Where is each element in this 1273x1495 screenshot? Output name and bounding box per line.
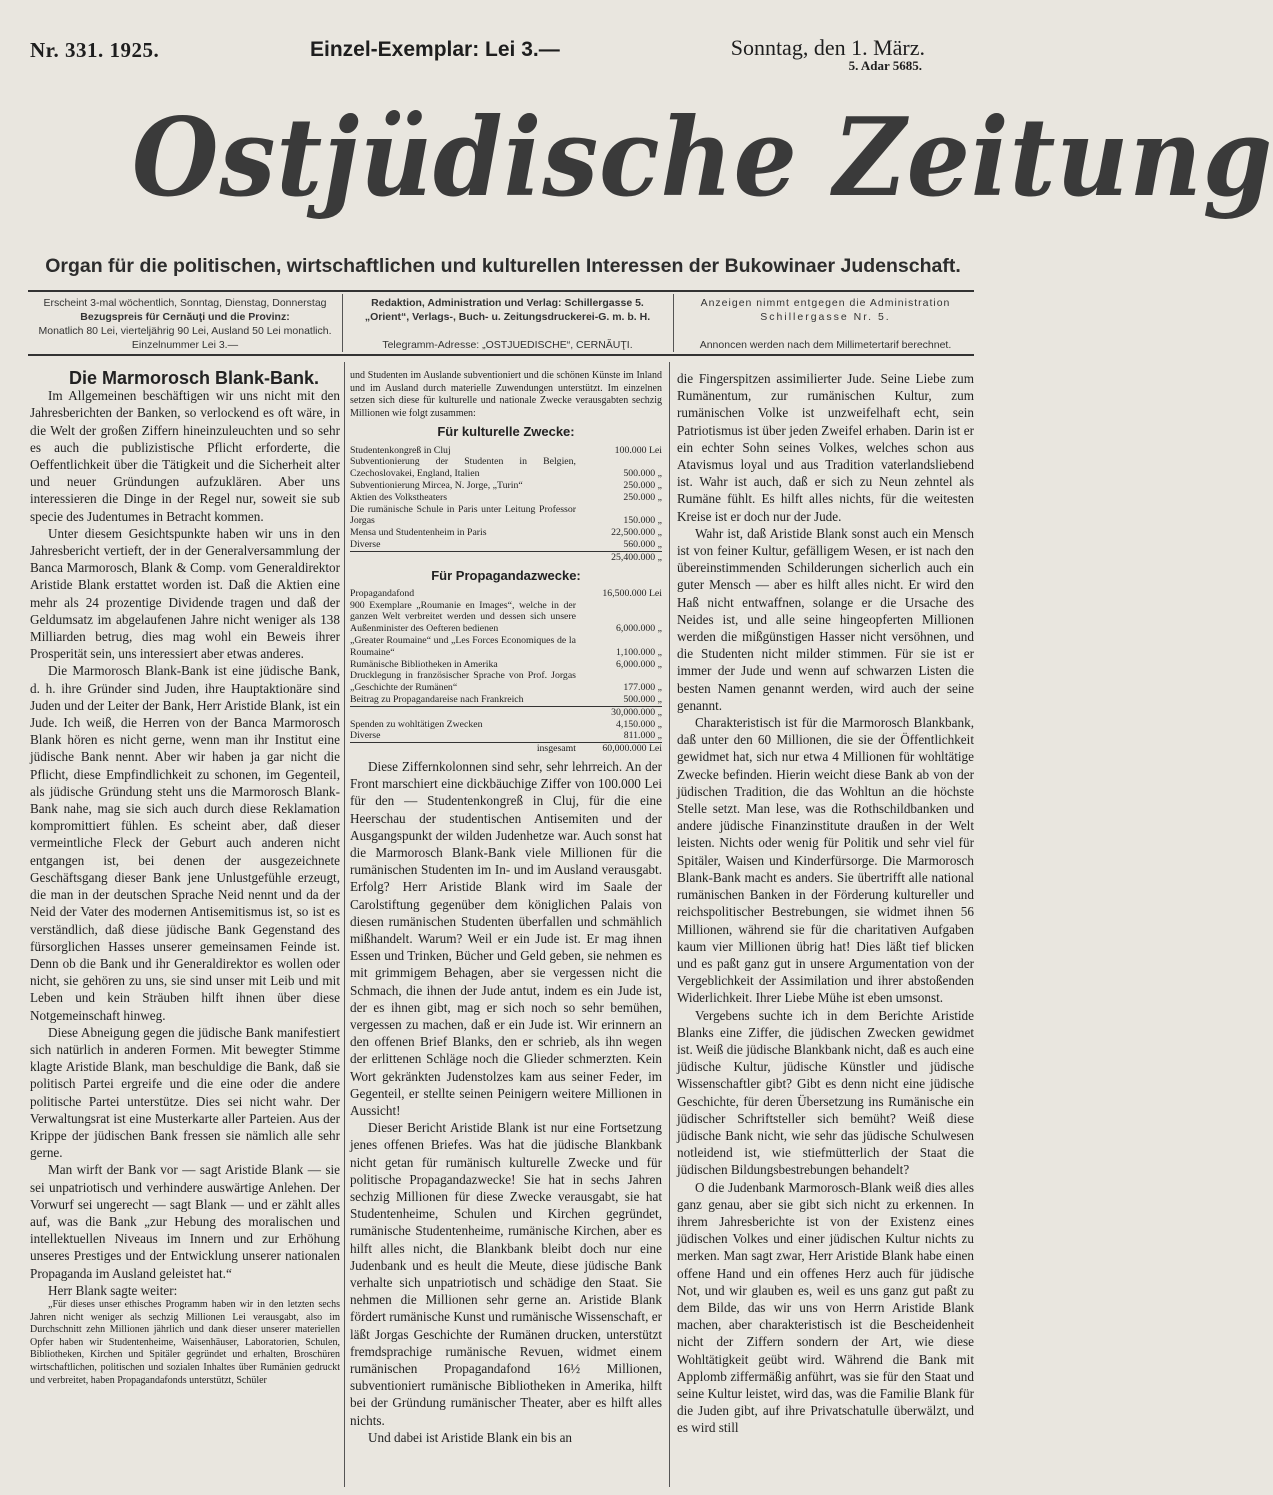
- info-line: Schillergasse Nr. 5.: [760, 311, 891, 323]
- table-item: Subventionierung der Studenten in Belgien, Czechoslovakei, England, Italien: [350, 456, 576, 480]
- table-row: [350, 743, 662, 755]
- table-row: [350, 492, 662, 504]
- table-amount: 560.000 „: [623, 538, 662, 550]
- info-line: Anzeigen nimmt entgegen die Administration: [700, 297, 951, 309]
- paragraph: O die Judenbank Marmorosch-Blank weiß dies alles ganz genau, aber sie gibt sich nicht zu erkennen. In ihrem Jahresberichte ist von der Existenz eines jüdischen Volkes und einer jüdischen Kultur nichts zu merken. Man sagt zwar, Herr Aristide Blank habe einen offene Hand und ein offenes Herz auch für jüdische Not, und wir glauben es, weil es uns ganz gut paßt zu dem Bilde, das wir uns von Herrn Aristide Blank machen, aber charakteristisch ist die Bescheidenheit nicht der Ziffern sondern der Art, wie diese Wohltätigkeit geübt wird. Während die Bank mit Applomb ziffermäßig anführt, was sie für den Staat und seine Kultur leistet, wird das, was die Familie Blank für die Juden gibt, auf ihre Privatschatulle überwälzt, und es wird still: [677, 1179, 974, 1436]
- table-item: Beitrag zu Propagandareise nach Frankreich: [350, 693, 524, 705]
- column-divider-1: [344, 362, 345, 1487]
- table-row: [350, 551, 662, 563]
- table-row: [350, 527, 662, 539]
- table-amount: 500.000 „: [623, 693, 662, 705]
- table-amount: 60,000.000 Lei: [576, 743, 662, 755]
- table-title-propaganda: Für Propagandazwecke:: [431, 567, 581, 583]
- info-line: „Orient“, Verlags-, Buch- u. Zeitungsdruckerei-G. m. b. H.: [364, 311, 651, 323]
- table-amount: 30,000.000 „: [576, 706, 662, 718]
- info-line: Erscheint 3-mal wöchentlich, Sonntag, Dienstag, Donnerstag: [43, 297, 327, 309]
- issue-number: Nr. 331. 1925.: [30, 38, 160, 62]
- paragraph: Charakteristisch ist für die Marmorosch Blankbank, daß unter den 60 Millionen, die sie der Öffentlichkeit gewidmet hat, sich nur etwa 4 Millionen für wohltätige Zwecke befinden. Hierin weicht diese Bank ab von der jüdischen Tradition, die das Wohltun an die höchste Stelle setzt. Man lese, was die Rothschildbanken und andere jüdische Finanzinstitute draußen in der Welt leisten. Nichts oder wenig für Politik und sehr viel für Spitäler, Waisen und Kinderfürsorge. Die Marmorosch Blank-Bank macht es anders. Sie übertrifft alle national rumänischen Banken in der Förderung kultureller und reichspolitischer Bestrebungen, sie widmet ihnen 56 Millionen, während sie für die charitativen Aufgaben kaum vier Millionen übrig hat! Dies läßt tief blicken und es paßt ganz gut in unsere Argumentation von der Vergeblichkeit der Assimilation und ihrer abstoßenden Widerlichkeit. Ihrer Liebe Mühe ist eben umsonst.: [677, 715, 974, 1006]
- table-amount: 22,500.000 „: [611, 527, 662, 539]
- header-rule-bottom: [28, 354, 974, 356]
- paragraph: Herr Blank sagte weiter:: [48, 1282, 178, 1298]
- advert-info: [678, 296, 973, 352]
- table-row: [350, 719, 662, 731]
- paragraph: Unter diesem Gesichtspunkte haben wir uns in den Jahresbericht vertieft, der in der Generalversammlung der Banca Marmorosch, Blank & Comp. vom Generaldirektor Aristide Blank erstattet worden ist. Daß die Aktien eine mehr als 24 prozentige Dividende tragen und daß der Geldumsatz im abgelaufenen Jahre nicht weniger als 138 Milliarden betrug, dies mag wohl ein Beweis ihrer Prosperität sein, uns interessiert aber etwas anderes.: [30, 525, 340, 662]
- table-item: Diverse: [350, 538, 381, 550]
- table-row: [350, 659, 662, 671]
- price-label: Einzel-Exemplar: Lei 3.—: [310, 38, 560, 61]
- info-divider-1: [342, 294, 343, 352]
- table-item: 900 Exemplare „Roumanie en Images“, welche in der ganzen Welt verbreitet werden und dessen sich unsere Außenminister des Oefteren bedienen: [350, 599, 576, 635]
- paragraph: Und dabei ist Aristide Blank ein bis an: [368, 1429, 573, 1445]
- table-row: [350, 730, 662, 742]
- table-row: [350, 539, 662, 551]
- info-line: Monatlich 80 Lei, vierteljährig 90 Lei, Ausland 50 Lei monatlich.: [38, 325, 332, 337]
- quote-continuation: und Studenten im Auslande subventioniert und die schönen Künste im Inland und im Ausland durch materielle Zuwendungen unterstützt. Im einzelnen setzen sich diese für kulturelle und nationale Zwecke verausgabten sechzig Millionen wie folgt zusammen:: [350, 370, 662, 419]
- table-amount: 16,500.000 Lei: [602, 587, 662, 599]
- table-item: „Greater Roumaine“ und „Les Forces Economiques de la Roumaine“: [350, 634, 576, 658]
- table-item: Die rumänische Schule in Paris unter Leitung Professor Jorgas: [350, 503, 576, 527]
- table-row: [350, 670, 662, 694]
- table-amount: 1,100.000 „: [616, 646, 662, 658]
- table-row: [350, 706, 662, 718]
- info-line: Telegramm-Adresse: „OSTJUEDISCHE“, CERNĂUŢI.: [382, 339, 633, 351]
- table-amount: 150.000 „: [623, 515, 662, 527]
- table-row: [350, 480, 662, 492]
- table-item: Mensa und Studentenheim in Paris: [350, 527, 487, 539]
- quote-paragraph: „Für dieses unser ethisches Programm haben wir in den letzten sechs Jahren nicht weniger als sechzig Millionen Lei verausgabt, also im Durchschnitt zehn Millionen jährlich und dank dieser unserer materiellen Opfer haben wir Studentenheime, Waisenhäuser, Laboratorien, Schulen, Bibliotheken, Kirchen und Spitäler gegründet und erhalten, Broschüren wirtschaftlichen, politischen und sozialen Inhaltes über Rumänien gedruckt und verbreitet, haben Propagandafonds unterstützt, Schüler: [30, 1298, 340, 1386]
- table-row: [350, 635, 662, 659]
- table-amount: 25,400.000 „: [576, 551, 662, 563]
- info-line: Annoncen werden nach dem Millimetertarif berechnet.: [699, 339, 952, 351]
- expense-table-other: [350, 719, 662, 755]
- expense-table-propaganda: [350, 588, 662, 719]
- table-row: [350, 694, 662, 706]
- table-item: Studentenkongreß in Cluj: [350, 444, 451, 456]
- table-row: [350, 588, 662, 600]
- masthead-subtitle: Organ für die politischen, wirtschaftlichen und kulturellen Interessen der Bukowinaer Judenschaft.: [45, 255, 961, 277]
- hebrew-date: 5. Adar 5685.: [848, 58, 922, 73]
- table-title-culture: Für kulturelle Zwecke:: [437, 424, 575, 440]
- table-item: Rumänische Bibliotheken in Amerika: [350, 658, 498, 670]
- table-item: Diverse: [350, 730, 381, 742]
- paragraph: Vergebens suchte ich in dem Berichte Aristide Blanks eine Ziffer, die jüdischen Zwecken gewidmet ist. Weiß die jüdische Blankbank nicht, daß es auch eine jüdische Kultur, jüdische Künstler und jüdische Wissenschaftler gibt? Gibt es denn nicht eine jüdische Geschichte, für deren Übersetzung ins Rumänische ein jüdischer Schriftsteller sich bemüht? Weiß diese jüdische Bank nicht, wie sehr das jüdische Schulwesen notleidend ist, wie stiefmütterlich der Staat die jüdischen Bildungsbestrebungen behandelt?: [677, 1007, 974, 1178]
- table-item: Spenden zu wohltätigen Zwecken: [350, 718, 483, 730]
- article-column-1: [30, 370, 340, 1485]
- table-row: [350, 600, 662, 635]
- info-line: Einzelnummer Lei 3.—: [131, 339, 239, 351]
- info-line: Bezugspreis für Cernăuţi und die Provinz:: [80, 311, 290, 323]
- editorial-info: [345, 296, 670, 352]
- table-amount: 500.000 „: [623, 468, 662, 480]
- table-item: [350, 551, 576, 563]
- table-item: [350, 706, 576, 718]
- paragraph: die Fingerspitzen assimilierter Jude. Seine Liebe zum Rumänentum, zur rumänischen Kultur, zum rumänischen Volke ist unzweifelhaft echt, sein Patriotismus ist über jeden Zweifel erhaben. Darin ist er ein echter Sohn seines Volkes, welches schon aus Atavismus loyal und aus Tradition vaterlandsliebend ist. Wahr ist auch, daß er sich zu Neun zehntel als Rumäne fühlt. Es hilft alles nichts, für die weitesten Kreise ist er doch nur der Jude.: [677, 371, 974, 524]
- column-divider-2: [669, 362, 670, 1487]
- table-item: insgesamt: [350, 743, 576, 755]
- table-amount: 100.000 Lei: [614, 444, 662, 456]
- table-row: [350, 456, 662, 480]
- table-amount: 6,000.000 „: [616, 623, 662, 635]
- article-column-3: [677, 370, 974, 1485]
- table-amount: 811.000 „: [623, 730, 662, 742]
- issue-date: Sonntag, den 1. März.: [730, 35, 925, 60]
- paragraph: Man wirft der Bank vor — sagt Aristide Blank — sie sei unpatriotisch und verhindere auswärtige Anlehen. Der Vorwurf sei ungerecht — sagt Blank — und er zählt alles auf, was die Bank „zur Hebung des moralischen und intellektuellen Niveaus im Innern und zur Erhöhung unseres Prestiges und der Entwicklung unserer nationalen Propaganda im Ausland geleistet hat.“: [30, 1162, 340, 1281]
- table-item: Aktien des Volkstheaters: [350, 491, 448, 503]
- table-item: Drucklegung in französischer Sprache von Prof. Jorgas „Geschichte der Rumänen“: [350, 670, 576, 694]
- masthead-title: Ostjüdische Zeitung: [132, 95, 1273, 221]
- subscription-info: [30, 296, 340, 352]
- article-headline: Die Marmorosch Blank-Bank.: [68, 368, 320, 388]
- article-column-2: [350, 370, 662, 1485]
- info-divider-2: [673, 294, 674, 352]
- table-item: Propagandafond: [350, 587, 415, 599]
- info-line: Redaktion, Administration und Verlag: Schillergasse 5.: [371, 297, 644, 309]
- paragraph: Diese Ziffernkolonnen sind sehr, sehr lehrreich. An der Front marschiert eine dickbäuchige Ziffer von 100.000 Lei für den — Studentenkongreß in Cluj, für die eine Heerschau der studentischen Antisemiten und der Ausgangspunkt der wilden Judenhetze war. Auch sonst hat die Marmorosch Blank-Bank viele Millionen für die rumänischen Studenten im In- und im Ausland verausgabt. Erfolg? Herr Aristide Blank wird im Saale der Carolstiftung gegenüber dem königlichen Palais von diesen rumänischen Studenten überfallen und schmählich mißhandelt. Warum? Weil er ein Jude ist. Er mag ihnen Essen und Trinken, Bücher und Geld geben, sie nehmen es mit grimmigem Behagen, aber sie vergessen nicht die Schmach, die ihnen der Jude antut, indem es ein Jude ist, der es ihnen gibt, mag er sich noch so sehr bemühen, vergessen zu machen, daß er ein Jude ist. Wir erinnern an den offenen Brief Blanks, den er schrieb, als ihn wegen der erlittenen Schläge noch die Glieder schmerzten. Kein Wort gekränkten Judenstolzes kam aus seiner Feder, im Gegenteil, er stellte seinen Peinigern weitere Millionen in Aussicht!: [350, 758, 662, 1118]
- table-amount: 250.000 „: [623, 491, 662, 503]
- table-item: Subventionierung Mircea, N. Jorge, „Turin“: [350, 479, 523, 491]
- expense-table-culture: [350, 445, 662, 564]
- table-row: [350, 445, 662, 457]
- paragraph: Wahr ist, daß Aristide Blank sonst auch ein Mensch ist von feiner Kultur, gefälligem Wesen, er ist nach den übereinstimmenden Schilderungen sicherlich auch ein guter Mensch — aber es hilft alles nicht. Er wird den Haß nicht entwaffnen, solange er die Ursache des Neides ist, und alle seine hingeopferten Millionen werden die mißgünstigen Hasser nicht versöhnen, und die Studenten nicht milder stimmen. Für sie ist er immer der Jude und wenn auf schwarzen Listen die besten Namen genannt werden, wird auch der seine genannt.: [677, 525, 974, 713]
- table-amount: 4,150.000 „: [616, 718, 662, 730]
- paragraph: Im Allgemeinen beschäftigen wir uns nicht mit den Jahresberichten der Banken, so verlockend es oft wäre, in die Welt der großen Ziffern hineinzuleuchten und so sehr es auch die publizistische Pflicht erforderte, die Oeffentlichkeit über die Tätigkeit und die Sicherheit alter und neuer Gründungen aufzuklären. Aber uns interessieren die Dinge in der Regel nur, soweit sie sub specie des Judentumes in Betracht kommen.: [30, 388, 340, 524]
- table-amount: 177.000 „: [623, 682, 662, 694]
- header-rule-top: [28, 290, 974, 292]
- table-row: [350, 504, 662, 528]
- paragraph: Diese Abneigung gegen die jüdische Bank manifestiert sich natürlich in anderen Formen. Mit bewegter Stimme klagte Aristide Blank, man beschuldige die Bank, daß sie politisch Partei ergreife und die eine oder die andere politische Partei unterstütze. Dies sei nicht wahr. Der Verwaltungsrat ist eine Musterkarte aller Parteien. Aus der Krippe der jüdischen Bank fressen sie nämlich alle sehr gerne.: [30, 1024, 340, 1161]
- table-amount: 250.000 „: [623, 479, 662, 491]
- paragraph: Dieser Bericht Aristide Blank ist nur eine Fortsetzung jenes offenen Briefes. Was hat die jüdische Blankbank nicht getan für rumänisch kulturelle Zwecke und für politische Propagandazwecke! Sie hat in sechs Jahren sechzig Millionen für diese Zwecke verausgabt, sie hat Studentenheime, Schulen und Kirchen gegründet, rumänische Studentenheime, rumänische Kirchen, aber es hilft alles nicht, die Blankbank bleibt doch nur eine Judenbank und es heult die Meute, diese jüdische Bank verhalte sich unpatriotisch und schädige den Staat. Sie nehmen die Millionen sehr gerne an. Aristide Blank fördert rumänische Kunst und rumänische Wissenschaft, er läßt Jorgas Geschichte der Rumänen drucken, unterstützt fremdsprachige rumänische Revuen, widmet einem rumänischen Propagandafond 16½ Millionen, subventioniert rumänische Bibliotheken in Amerika, hilft bei der Gründung rumänischer Theater, aber es hilft alles nichts.: [350, 1120, 662, 1428]
- paragraph: Die Marmorosch Blank-Bank ist eine jüdische Bank, d. h. ihre Gründer sind Juden, ihre Hauptaktionäre sind Juden und der Leiter der Bank, Herr Aristide Blank, ist ein Jude. Ich weiß, die Herren von der Banca Marmorosch Blank hören es nicht gerne, wenn man ihr Institut eine jüdische Bank nennt. Aber wir haben ja gar nicht die Pflicht, diese Empfindlichkeit zu schonen, im Gegenteil, als jüdische Gründung steht uns die Marmorosch Blank-Bank nahe, mag sie sich auch durch diese Reklamation kompromittiert fühlen. Es scheint aber, daß dieser vermeintliche Fleck der Geburt auch anderen nicht entgangen ist, bei denen der ausgezeichnete Geschäftsgang dieser Bank jene Unlustgefühle erzeugt, die man in der deutschen Sprache Neid nennt und da der Neid der Vater des modernen Antisemitismus ist, so ist es verständlich, daß diese jüdische Bank Gegenstand des fürsorglichen Hasses unserer gemeinsamen Feinde ist. Denn ob die Bank und ihr Generaldirektor es wollen oder nicht, sie gehören zu uns, sie sind unser mit Leib und mit Leben und kein Sträuben hilft ihnen über diese Notgemeinschaft hinweg.: [30, 663, 340, 1023]
- table-amount: 6,000.000 „: [616, 658, 662, 670]
